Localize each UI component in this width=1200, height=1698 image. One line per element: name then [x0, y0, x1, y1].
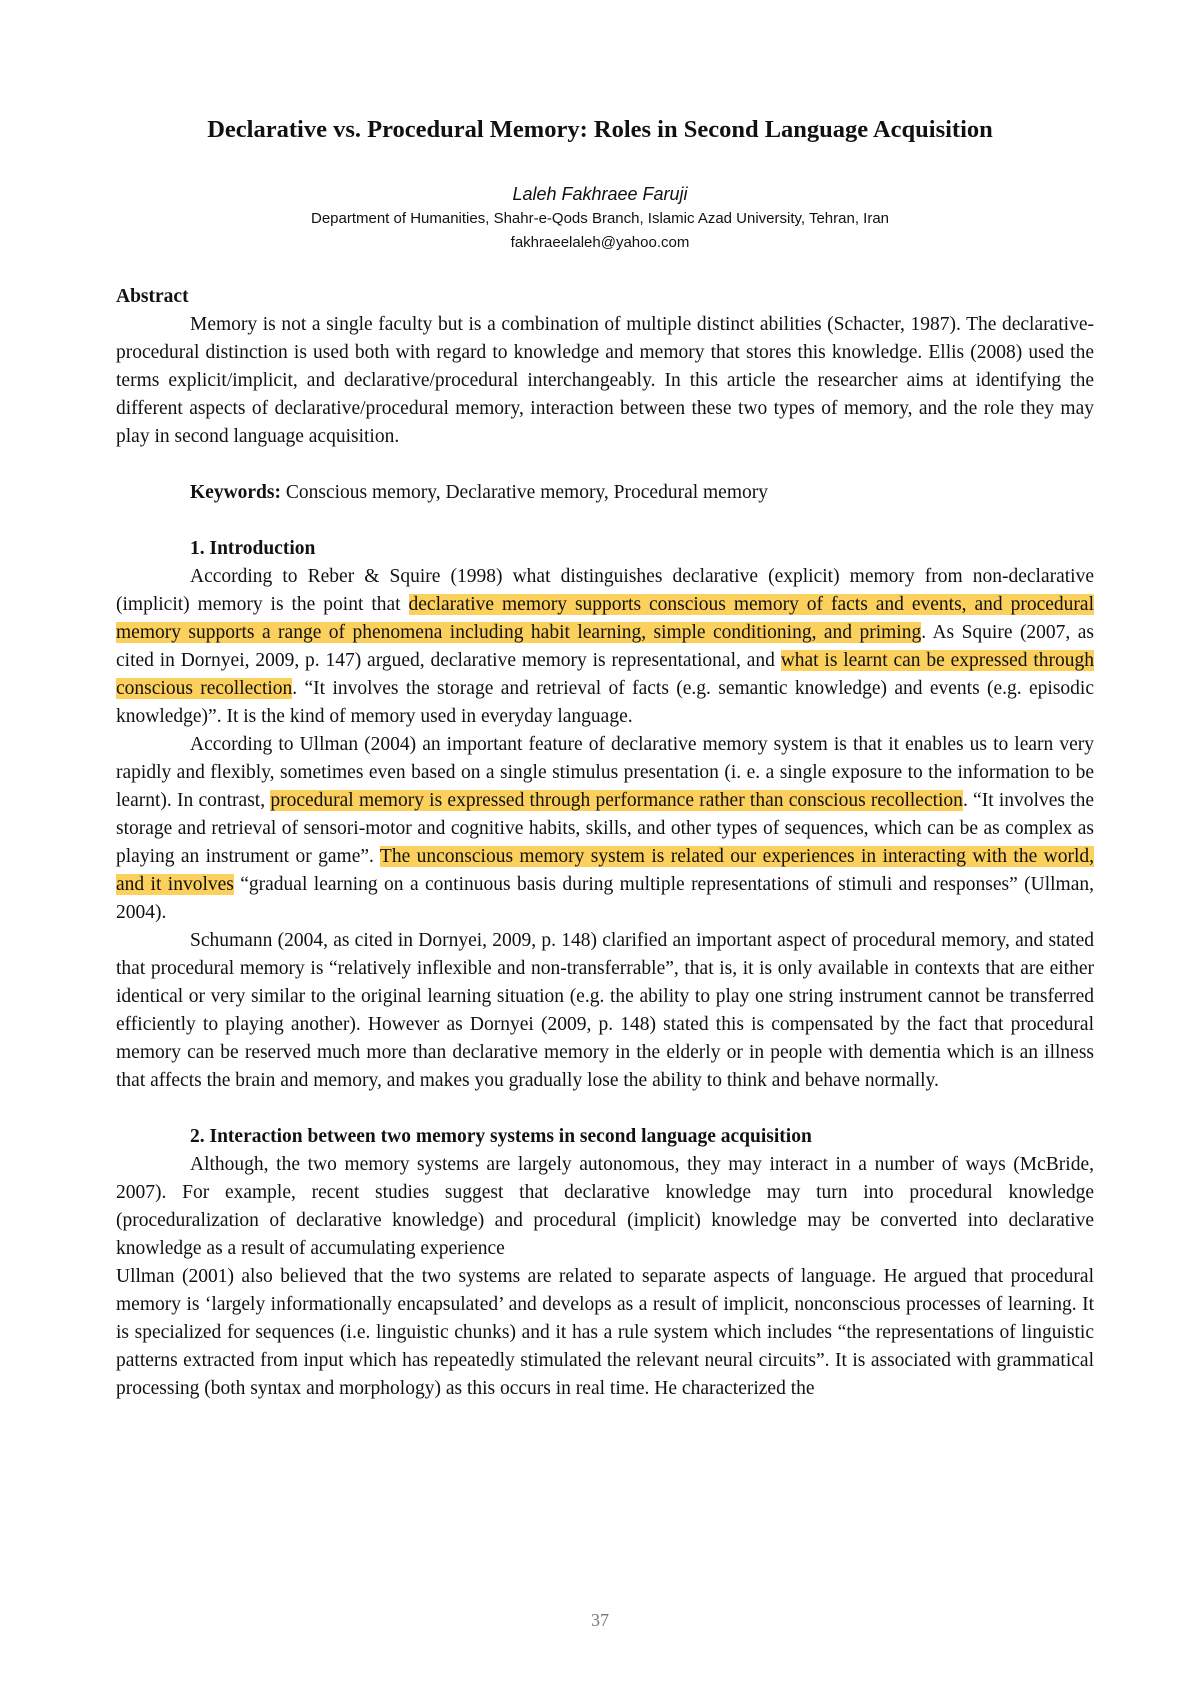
section-1-paragraph-3: Schumann (2004, as cited in Dornyei, 2009, p. 148) clarified an important aspect of procedural memory, and stated that procedural memory is “relatively inflexible and non-transferrable”, that is, it is only available in contexts that are either identical or very similar to the original learning situation (e.g. the ability to play one string instrument cannot be transferred efficiently to playing another). However as Dornyei (2009, p. 148) stated this is compensated by the fact that procedural memory can be reserved much more than declarative memory in the elderly or in people with dementia which is an illness that affects the brain and memory, and makes you gradually lose the ability to think and behave normally. — [116, 930, 1094, 1091]
paper-title: Declarative vs. Procedural Memory: Roles in Second Language Acquisition — [207, 116, 993, 143]
keywords-label: Keywords: — [190, 482, 281, 503]
text-run: . As Squire (2007, as cited in Dornyei, 2009, p. 147) argued, declarative memory is representational, and — [116, 622, 1094, 671]
section-2-paragraph-2: Ullman (2001) also believed that the two systems are related to separate aspects of language. He argued that procedural memory is ‘largely informationally encapsulated’ and develops as a result of implicit, nonconscious processes of learning. It is specialized for sequences (i.e. linguistic chunks) and it has a rule system which includes “the representations of linguistic patterns extracted from input which has repeatedly stimulated the relevant neural circuits”. It is associated with grammatical processing (both syntax and morphology) as this occurs in real time. He characterized the — [116, 1266, 1094, 1399]
page-number: 37 — [591, 1610, 609, 1630]
paper-body — [116, 283, 1094, 1403]
highlight-2: what is learnt can be expressed through conscious recollection — [116, 650, 1094, 699]
section-2-heading: 2. Interaction between two memory systems in second language acquisition — [190, 1126, 812, 1147]
text-run: “gradual learning on a continuous basis during multiple representations of stimuli and responses” (Ullman, 2004). — [116, 874, 1094, 923]
text-run: According to Ullman (2004) an important feature of declarative memory system is that it enables us to learn very rapidly and flexibly, sometimes even based on a single stimulus presentation (i. e. a single exposure to the information to be learnt). In contrast, — [116, 734, 1094, 811]
author-affiliation: Department of Humanities, Shahr-e-Qods Branch, Islamic Azad University, Tehran, Iran — [310, 210, 890, 227]
author-name: Laleh Fakhraee Faruji — [512, 184, 688, 204]
section-1-heading: 1. Introduction — [190, 538, 316, 559]
text-run: . “It involves the storage and retrieval of facts (e.g. semantic knowledge) and events (e.g. episodic knowledge)”. It is the kind of memory used in everyday language. — [116, 678, 1094, 727]
highlight-3: procedural memory is expressed through performance rather than conscious recollection — [270, 790, 963, 811]
section-1-paragraph-1 — [116, 563, 1094, 731]
keywords-text: Conscious memory, Declarative memory, Procedural memory — [281, 482, 768, 503]
keywords-line — [116, 479, 1094, 507]
abstract-text: Memory is not a single faculty but is a combination of multiple distinct abilities (Schacter, 1987). The declarative-procedural distinction is used both with regard to knowledge and memory that stores this knowledge. Ellis (2008) used the terms explicit/implicit, and declarative/procedural interchangeably. In this article the researcher aims at identifying the different aspects of declarative/procedural memory, interaction between these two types of memory, and the role they may play in second language acquisition. — [116, 314, 1094, 447]
author-email: fakhraeelaleh@yahoo.com — [510, 234, 690, 251]
section-2-paragraph-1: Although, the two memory systems are largely autonomous, they may interact in a number of ways (McBride, 2007). For example, recent studies suggest that declarative knowledge may turn into procedural knowledge (proceduralization of declarative knowledge) and procedural (implicit) knowledge may be converted into declarative knowledge as a result of accumulating experience — [116, 1154, 1094, 1259]
text-run: According to Reber & Squire (1998) what distinguishes declarative (explicit) memory from non-declarative (implicit) memory is the point that — [116, 566, 1094, 615]
section-1-paragraph-2 — [116, 731, 1094, 927]
abstract-heading: Abstract — [116, 286, 189, 307]
highlight-1: declarative memory supports conscious memory of facts and events, and procedural memory supports a range of phenomena including habit learning, simple conditioning, and priming — [116, 594, 1094, 643]
highlight-4: The unconscious memory system is related our experiences in interacting with the world, and it involves — [116, 846, 1094, 895]
text-run: . “It involves the storage and retrieval of sensori-motor and cognitive habits, skills, and other types of sequences, which can be as complex as playing an instrument or game”. — [116, 790, 1095, 867]
